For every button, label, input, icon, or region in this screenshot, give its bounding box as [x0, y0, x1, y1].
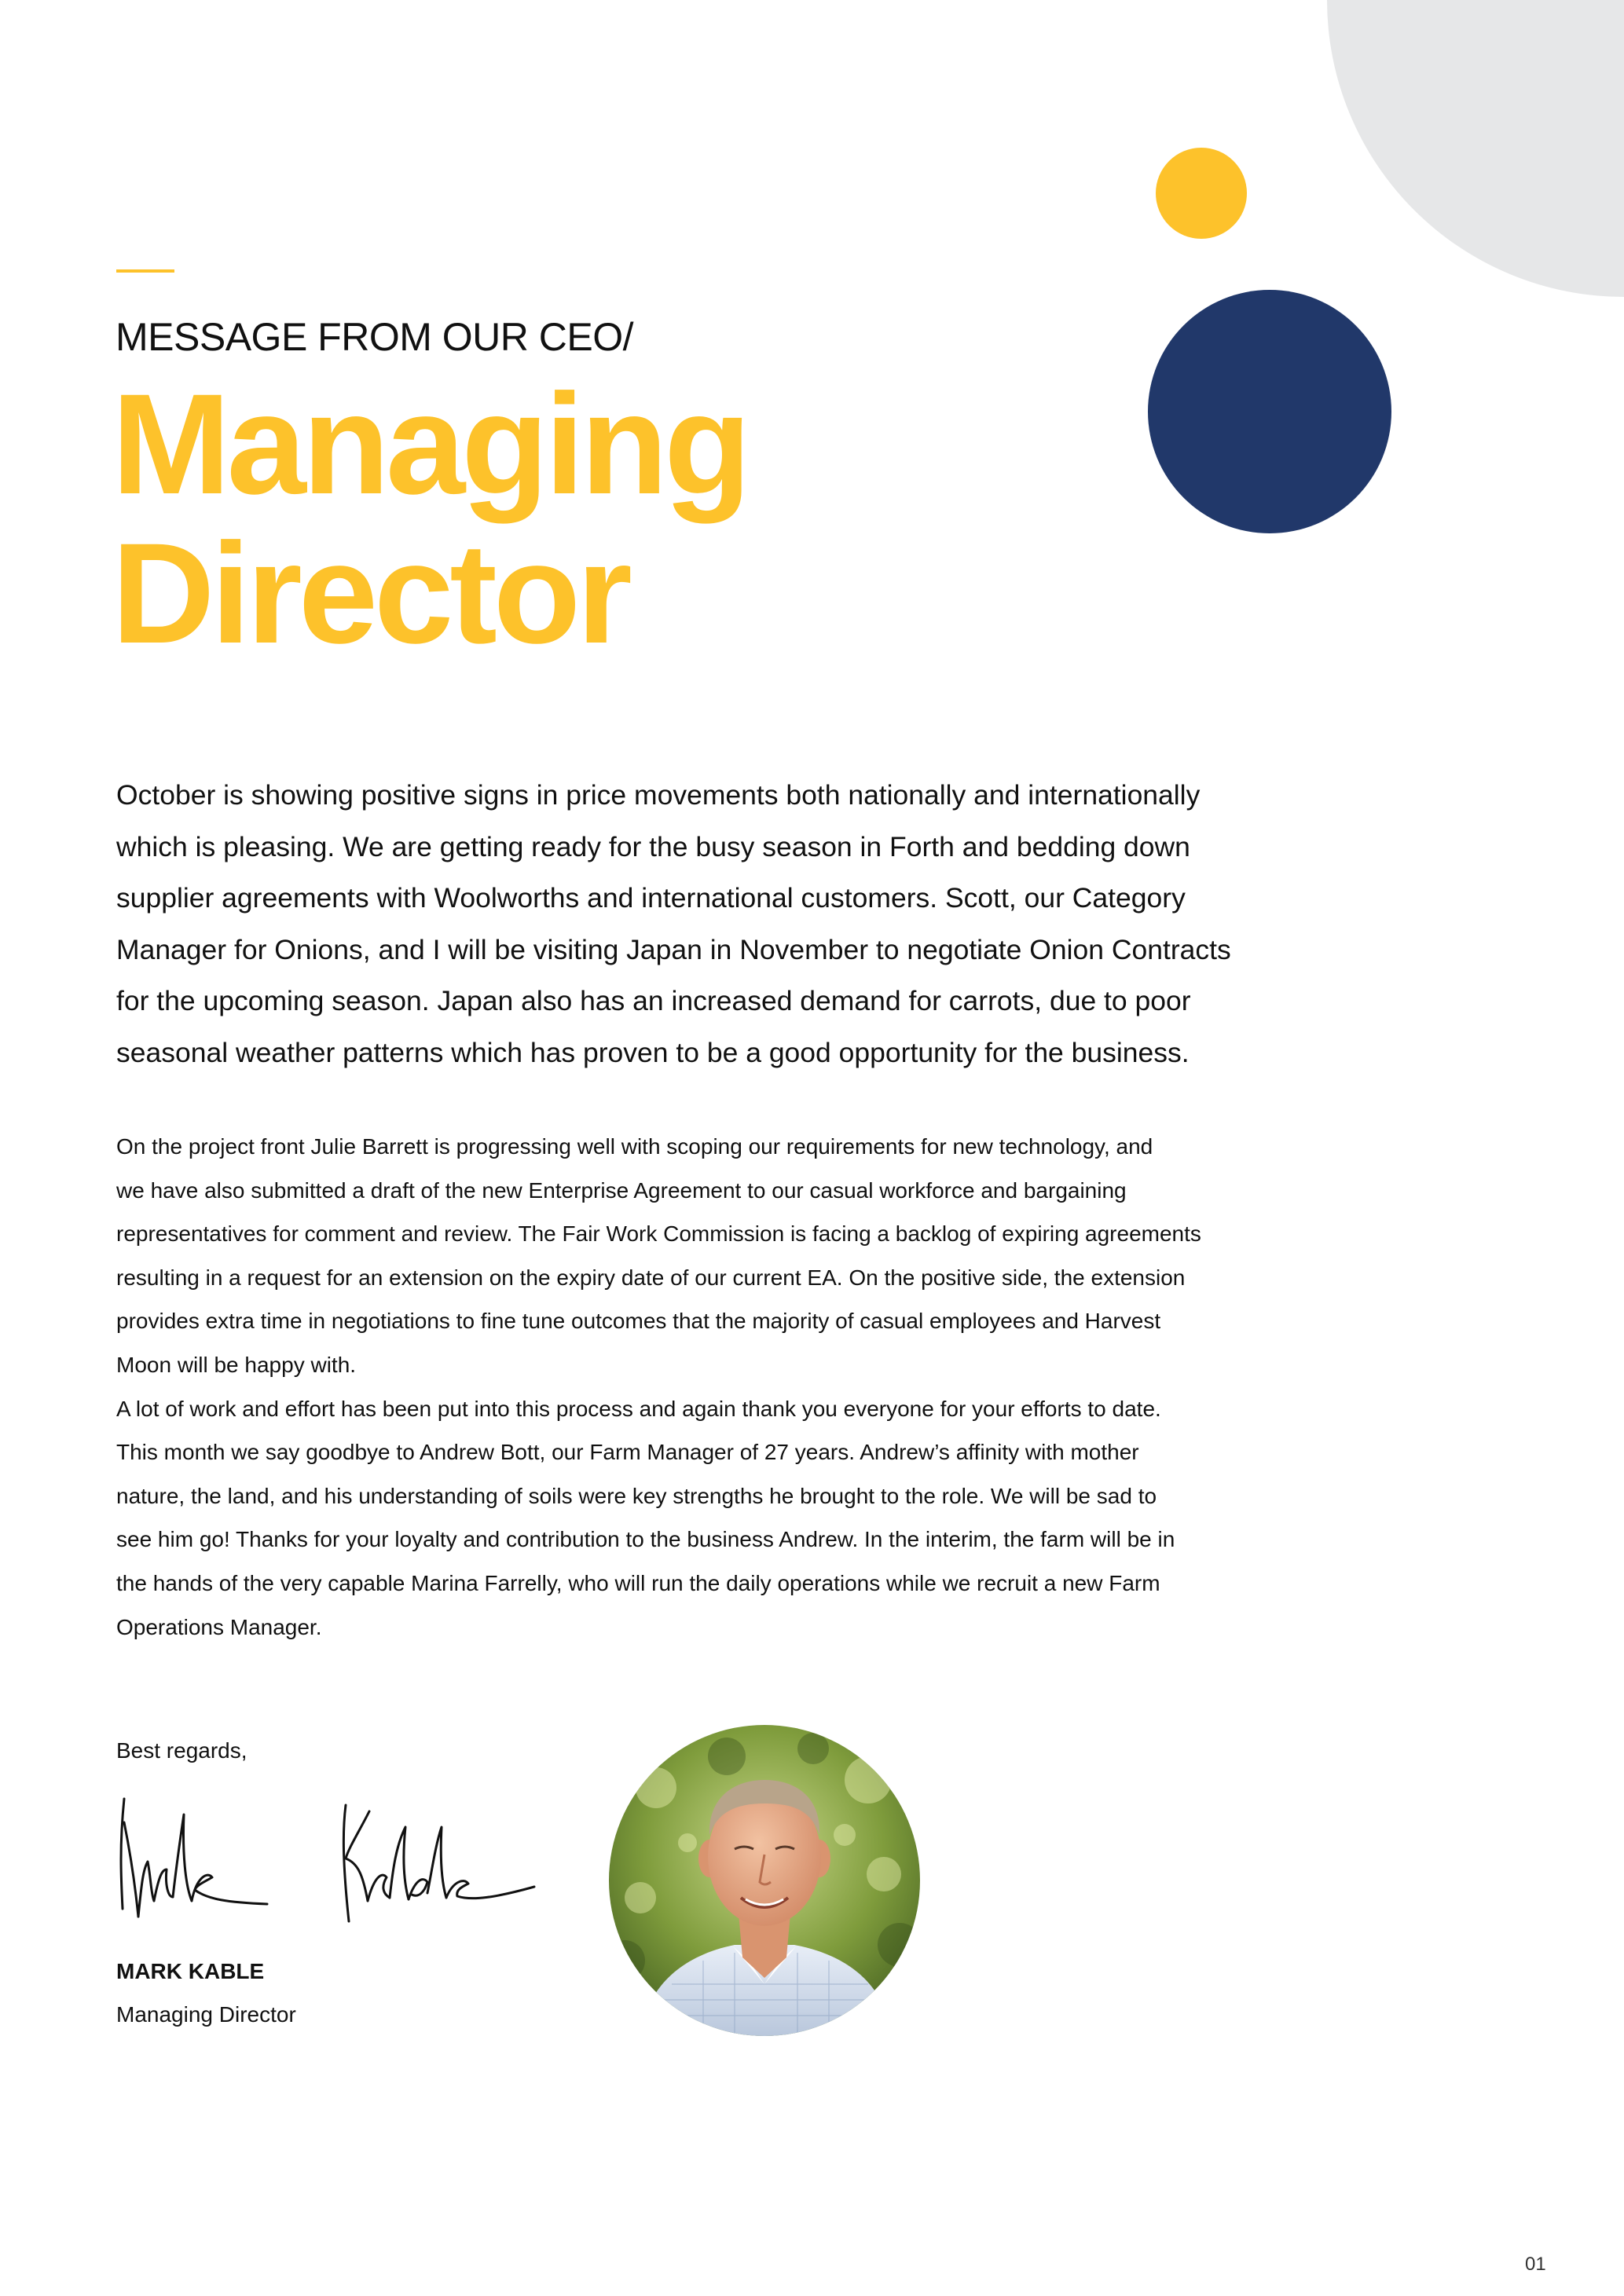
decorative-yellow-dot — [1156, 148, 1247, 239]
lead-line: October is showing positive signs in price movements both nationally and internationally — [116, 779, 1201, 811]
body-line: Moon will be happy with. — [116, 1352, 357, 1377]
lead-line: Manager for Onions, and I will be visiting Japan in November to negotiate Onion Contracts — [116, 933, 1231, 965]
lead-line: seasonal weather patterns which has proven to be a good opportunity for the business. — [116, 1036, 1190, 1068]
body-line: Operations Manager. — [116, 1614, 322, 1639]
body-line: resulting in a request for an extension on the expiry date of our current EA. On the positive side, the extension — [116, 1265, 1186, 1290]
lead-paragraph — [116, 770, 1287, 1078]
accent-rule — [116, 269, 174, 273]
sign-off-greeting: Best regards, — [116, 1738, 247, 1763]
page-title — [112, 364, 748, 673]
body-line: On the project front Julie Barrett is progressing well with scoping our requirements for new technology, and — [116, 1134, 1153, 1159]
signatory-name: MARK KABLE — [116, 1959, 265, 1983]
body-text — [116, 1125, 1295, 1649]
body-line: A lot of work and effort has been put into this process and again thank you everyone for your efforts to date. — [116, 1396, 1161, 1421]
handwritten-signature — [110, 1783, 550, 1932]
signatory-role: Managing Director — [116, 2002, 296, 2027]
page-title-line: Managing — [112, 364, 748, 524]
body-line: the hands of the very capable Marina Farrelly, who will run the daily operations while we recruit a new Farm — [116, 1570, 1160, 1595]
lead-line: for the upcoming season. Japan also has an increased demand for carrots, due to poor — [116, 985, 1191, 1016]
page-title-line: Director — [112, 513, 629, 673]
lead-line: supplier agreements with Woolworths and international customers. Scott, our Category — [116, 882, 1186, 914]
body-line: representatives for comment and review. The Fair Work Commission is facing a backlog of expiring agreements — [116, 1221, 1201, 1247]
portrait-photo — [609, 1725, 920, 2036]
body-line: provides extra time in negotiations to fine tune outcomes that the majority of casual employees and Harvest — [116, 1309, 1161, 1334]
decorative-corner-circle — [1327, 0, 1624, 297]
body-line: nature, the land, and his understanding of soils were key strengths he brought to the role. We will be sad to — [116, 1483, 1157, 1508]
body-line: we have also submitted a draft of the new Enterprise Agreement to our casual workforce and bargaining — [116, 1177, 1127, 1203]
section-kicker: MESSAGE FROM OUR CEO/ — [115, 315, 634, 359]
decorative-navy-circle — [1148, 290, 1391, 533]
lead-line: which is pleasing. We are getting ready for the busy season in Forth and bedding down — [116, 830, 1190, 862]
body-line: This month we say goodbye to Andrew Bott, our Farm Manager of 27 years. Andrew’s affinity with mother — [116, 1440, 1139, 1465]
body-line: see him go! Thanks for your loyalty and contribution to the business Andrew. In the interim, the farm will be in — [116, 1527, 1175, 1552]
page-number: 01 — [1525, 2254, 1546, 2275]
